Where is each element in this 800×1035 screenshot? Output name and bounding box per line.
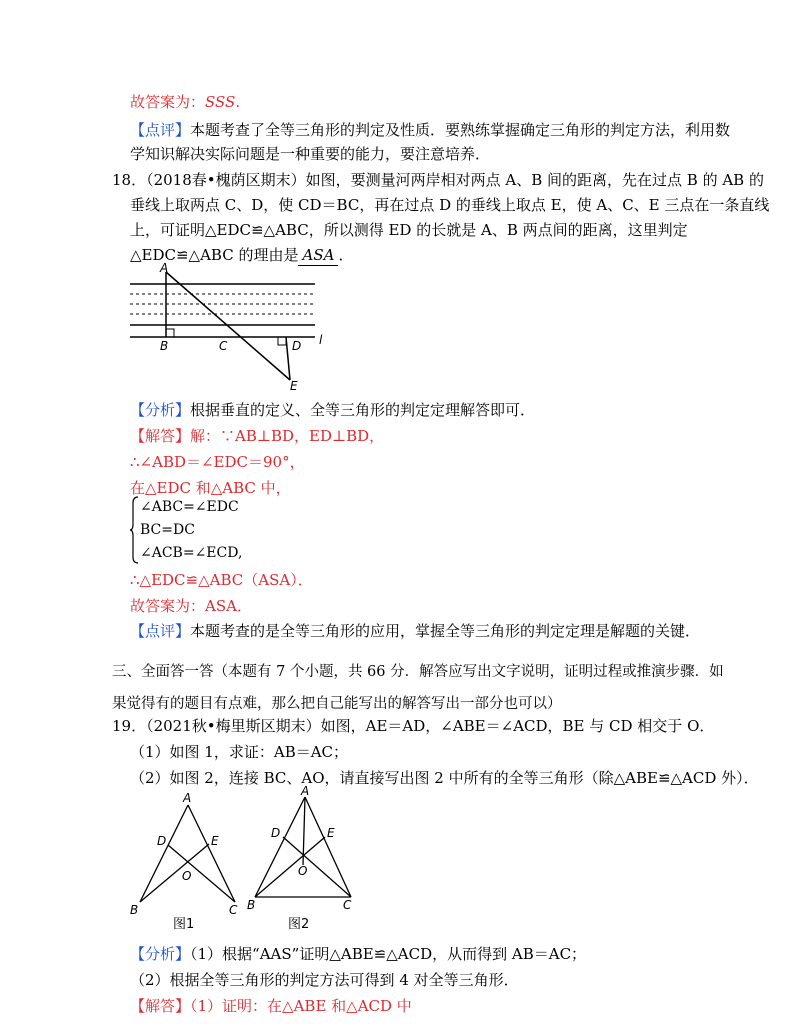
- q18-blank-answer: ASA: [298, 245, 338, 266]
- q17-comment-line1: [130, 120, 730, 140]
- q19-line1: 19．（2021秋•梅里斯区期末）如图，AE＝AD，∠ABE＝∠ACD，BE 与 CD 相交于 O．: [112, 717, 715, 735]
- section3-line1: 三、全面答一答（本题有 7 个小题，共 66 分．解答应写出文字说明，证明过程或推演步骤．如: [112, 664, 724, 680]
- q17-comment-line2: 学知识解决实际问题是一种重要的能力，要注意培养．: [130, 145, 491, 163]
- solution-tag: 【解答】: [130, 427, 191, 445]
- segment-ae: [166, 272, 290, 380]
- label-c: C: [219, 339, 228, 353]
- q18-solution-line3: 在△EDC 和△ABC 中，: [130, 479, 291, 497]
- answer-prefix: 故答案为：: [130, 93, 206, 111]
- fig1-label-c: C: [229, 903, 238, 917]
- q19-part1: （1）如图 1，求证：AB＝AC；: [130, 743, 349, 761]
- comment-tag: 【点评】: [130, 622, 191, 640]
- q19-solution1: [130, 996, 412, 1016]
- fig1-label-o: O: [182, 869, 192, 883]
- label-d: D: [292, 339, 302, 353]
- q19-part2: （2）如图 2，连接 BC、AO，请直接写出图 2 中所有的全等三角形（除△ABE≌△ACD 外）．: [130, 769, 759, 787]
- q18-answer-line: 故答案为：ASA．: [130, 597, 252, 615]
- q18-solution-line1: [130, 426, 384, 446]
- q18-question-text: △EDC≌△ABC 的理由是: [130, 246, 299, 264]
- q18-question-suffix: ．: [338, 246, 354, 264]
- fig2-label-c: C: [343, 898, 352, 912]
- system-eq-1: ∠ABC=∠EDC: [140, 499, 239, 515]
- label-l: l: [319, 333, 323, 347]
- q18-line3: 上，可证明△EDC≌△ABC，所以测得 ED 的长就是 A、B 两点间的距离，这里判定: [130, 221, 688, 239]
- q18-line1: 18．（2018春•槐荫区期末）如图，要测量河两岸相对两点 A、B 间的距离，先在过点 B 的 AB 的: [112, 171, 764, 189]
- fig1-label-b: B: [130, 903, 139, 917]
- comment-text: 本题考查的是全等三角形的应用，掌握全等三角形的判定定理是解题的关键．: [190, 622, 701, 640]
- q18-analysis: [130, 400, 535, 420]
- fig1-label-d: D: [157, 834, 167, 848]
- segment-de: [286, 337, 290, 380]
- fig1-caption: 图1: [173, 917, 195, 932]
- solution-text: 解：∵AB⊥BD，ED⊥BD，: [190, 427, 385, 445]
- system-eq-3: ∠ACB=∠ECD,: [140, 545, 243, 561]
- analysis-tag: 【分析】: [130, 945, 191, 963]
- system-eq-2: BC=DC: [140, 522, 195, 538]
- fig2-label-b: B: [247, 898, 256, 912]
- analysis-text: （1）根据“AAS”证明△ABE≌△ACD，从而得到 AB＝AC；: [190, 945, 587, 963]
- q19-figure-2: [243, 785, 368, 935]
- comment-text: 本题考查了全等三角形的判定及性质．要熟练掌握确定三角形的判定方法，利用数: [190, 121, 731, 139]
- right-angle-b: [166, 329, 174, 337]
- answer-value: SSS: [205, 93, 236, 111]
- brace-icon: [130, 495, 140, 565]
- q17-answer-line: [130, 92, 240, 112]
- q19-analysis1: [130, 944, 586, 964]
- fig2-label-o: O: [298, 864, 308, 878]
- section3-line2: 果觉得有的题目有点难，那么把自己能写出的解答写出一部分也可以）: [112, 696, 562, 712]
- q18-river-figure: [120, 262, 330, 392]
- q19-analysis2: （2）根据全等三角形的判定方法可得到 4 对全等三角形．: [130, 971, 519, 989]
- solution-tag: 【解答】: [130, 997, 191, 1015]
- fig2-label-e: E: [327, 826, 335, 840]
- analysis-text: 根据垂直的定义、全等三角形的判定定理解答即可．: [190, 401, 536, 419]
- solution-text: （1）证明：在△ABE 和△ACD 中: [190, 997, 412, 1015]
- fig1-label-e: E: [211, 834, 219, 848]
- fig2-label-a: A: [301, 785, 310, 798]
- q19-figure-1: [125, 790, 245, 935]
- q18-line2: 垂线上取两点 C、D，使 CD＝BC，再在过点 D 的垂线上取点 E，使 A、C、E 三点在一条直线: [130, 196, 770, 214]
- label-e: E: [290, 379, 298, 392]
- answer-suffix: .: [235, 93, 241, 111]
- fig2-label-d: D: [271, 826, 281, 840]
- label-a: A: [160, 262, 169, 275]
- q18-solution-line2: ∴∠ABD＝∠EDC＝90°，: [130, 453, 305, 471]
- label-b: B: [160, 339, 169, 353]
- q18-comment: [130, 621, 700, 641]
- right-angle-d: [278, 337, 286, 345]
- fig1-label-a: A: [183, 791, 192, 805]
- equation-system: [130, 495, 270, 565]
- q18-solution-line4: ∴△EDC≌△ABC（ASA）．: [130, 571, 313, 589]
- comment-tag: 【点评】: [130, 121, 191, 139]
- analysis-tag: 【分析】: [130, 401, 191, 419]
- fig2-caption: 图2: [288, 917, 310, 932]
